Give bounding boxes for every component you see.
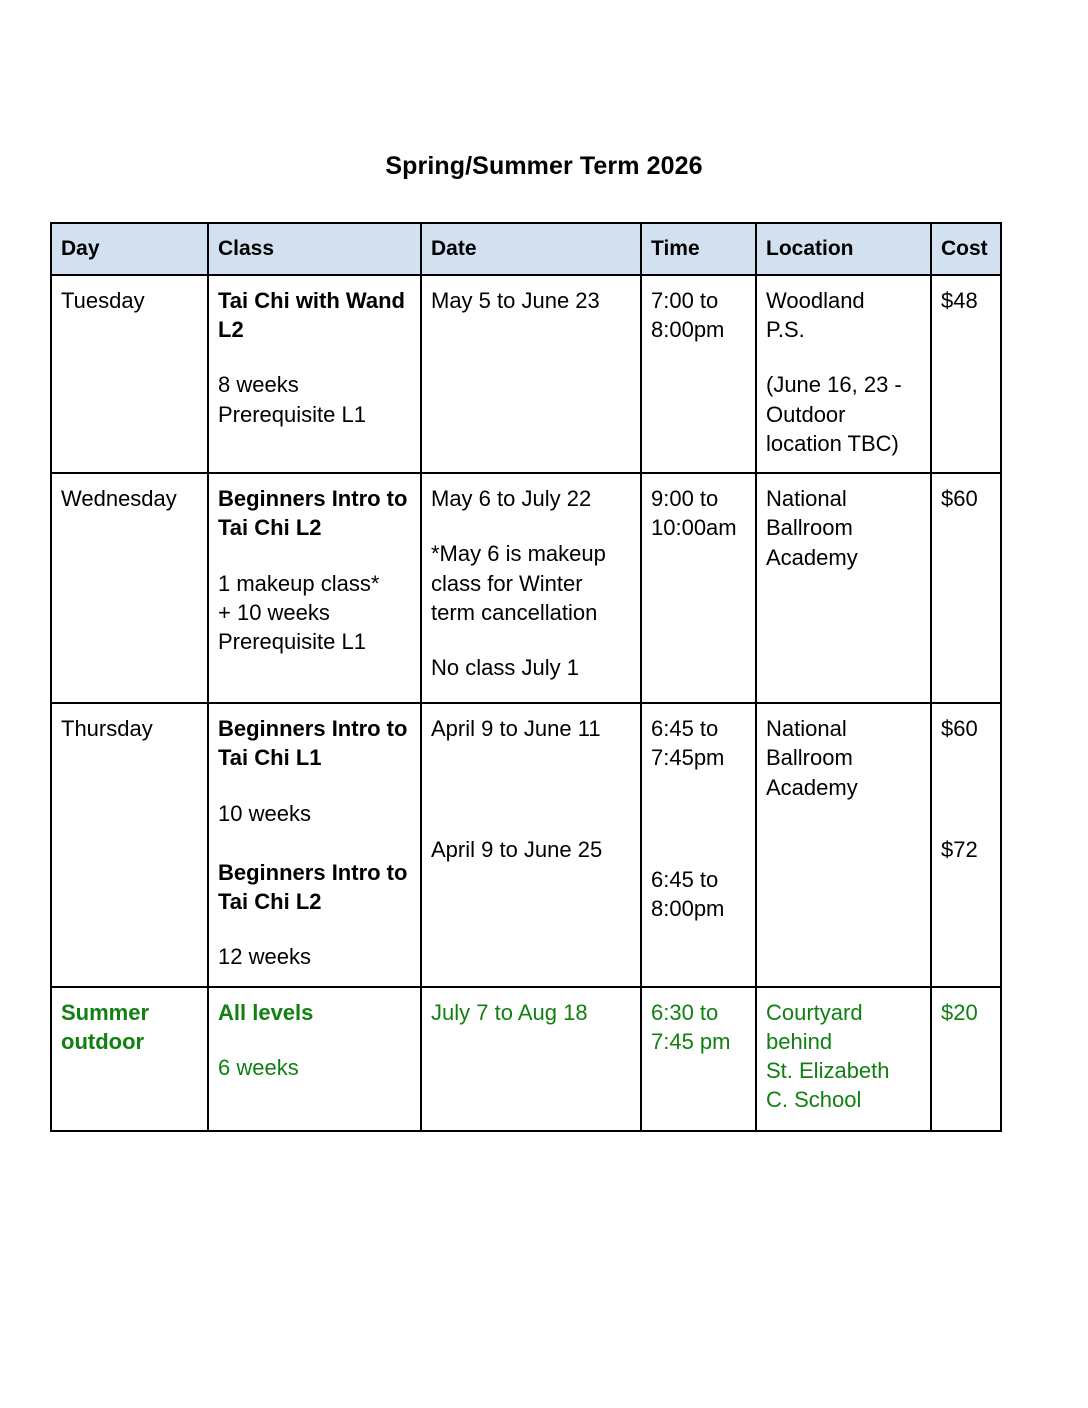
spacer — [941, 805, 991, 835]
cost-value: $60 — [941, 716, 978, 742]
date-range-secondary: April 9 to June 25 — [431, 837, 603, 863]
cell-class — [208, 473, 421, 703]
class-schedule-table — [50, 222, 1002, 1132]
cost-value: $60 — [941, 486, 978, 512]
class-duration: 8 weeks — [218, 372, 299, 398]
day-label: Wednesday — [61, 486, 177, 512]
cell-cost — [931, 987, 1001, 1131]
cost-value-secondary: $72 — [941, 837, 978, 863]
class-title: Beginners Intro to Tai Chi L2 — [218, 486, 408, 541]
cell-class — [208, 987, 421, 1131]
location-name-line-3: Academy — [766, 544, 858, 570]
spacer — [218, 344, 411, 370]
cell-time — [641, 987, 756, 1131]
cell-date — [421, 703, 641, 987]
class-prerequisite: Prerequisite L1 — [218, 401, 366, 427]
cell-date — [421, 987, 641, 1131]
table-row — [51, 703, 1001, 987]
day-label-line-2: outdoor — [61, 1028, 145, 1054]
time-start: 9:00 to — [651, 486, 719, 512]
class-makeup-note: 1 makeup class* — [218, 570, 380, 596]
cost-value: $20 — [941, 999, 978, 1025]
class-duration-secondary: 12 weeks — [218, 944, 311, 970]
time-end: 10:00am — [651, 515, 737, 541]
table-header-row — [51, 223, 1001, 275]
column-header-time: Time — [641, 223, 756, 275]
column-header-cost: Cost — [931, 223, 1001, 275]
cell-time — [641, 275, 756, 473]
cell-date — [421, 275, 641, 473]
cell-location — [756, 275, 931, 473]
cell-cost — [931, 275, 1001, 473]
class-duration: 6 weeks — [218, 1054, 299, 1080]
cell-cost — [931, 473, 1001, 703]
time-end: 7:45 pm — [651, 1028, 731, 1054]
location-name-line-3: St. Elizabeth — [766, 1058, 890, 1084]
class-duration: + 10 weeks — [218, 599, 330, 625]
spacer — [766, 344, 921, 370]
day-label: Thursday — [61, 716, 153, 742]
date-range: July 7 to Aug 18 — [431, 999, 588, 1025]
spacer — [431, 627, 631, 653]
date-range: May 6 to July 22 — [431, 486, 592, 512]
column-header-date: Date — [421, 223, 641, 275]
spacer — [218, 543, 411, 569]
date-note-makeup: *May 6 is makeup class for Winter term cancellation — [431, 541, 606, 625]
time-end: 8:00pm — [651, 317, 725, 343]
cell-time — [641, 473, 756, 703]
page-title: Spring/Summer Term 2026 — [385, 152, 703, 180]
spacer — [941, 743, 991, 805]
date-range: April 9 to June 11 — [431, 716, 601, 742]
location-name-line-2: Ballroom — [766, 745, 853, 771]
spacer — [651, 835, 746, 865]
class-title-secondary: Beginners Intro to Tai Chi L2 — [218, 859, 408, 915]
time-start: 6:45 to — [651, 716, 719, 742]
day-label-line-1: Summer — [61, 999, 150, 1025]
location-name-line-1: Courtyard — [766, 999, 863, 1025]
time-end: 7:45pm — [651, 745, 725, 771]
cell-location — [756, 987, 931, 1131]
cell-location — [756, 703, 931, 987]
column-header-class: Class — [208, 223, 421, 275]
date-range: May 5 to June 23 — [431, 287, 600, 313]
cell-day — [51, 473, 208, 703]
cell-class — [208, 275, 421, 473]
location-note-line-2: Outdoor — [766, 401, 846, 427]
spacer — [218, 773, 411, 799]
table-row — [51, 275, 1001, 473]
spacer — [651, 773, 746, 835]
spacer — [431, 513, 631, 539]
location-note-line-3: location TBC) — [766, 430, 899, 456]
cell-cost — [931, 703, 1001, 987]
column-header-day: Day — [51, 223, 208, 275]
location-name-line-2: behind — [766, 1028, 833, 1054]
cell-location — [756, 473, 931, 703]
cell-day — [51, 703, 208, 987]
table-row — [51, 987, 1001, 1131]
class-title: Tai Chi with Wand L2 — [218, 287, 405, 343]
location-name-line-2: Ballroom — [766, 515, 853, 541]
cost-value: $48 — [941, 287, 978, 313]
spacer — [218, 916, 411, 942]
cell-time — [641, 703, 756, 987]
location-name-line-4: C. School — [766, 1087, 862, 1113]
class-duration: 10 weeks — [218, 800, 311, 826]
time-start-secondary: 6:45 to — [651, 866, 719, 892]
time-start: 7:00 to — [651, 287, 719, 313]
table-row — [51, 473, 1001, 703]
class-prerequisite: Prerequisite L1 — [218, 629, 366, 655]
spacer — [431, 805, 631, 835]
time-end-secondary: 8:00pm — [651, 895, 725, 921]
spacer — [218, 1027, 411, 1053]
spacer — [431, 743, 631, 805]
location-name-line-1: Woodland — [766, 287, 865, 313]
cell-class — [208, 703, 421, 987]
location-name-line-1: National — [766, 486, 847, 512]
time-start: 6:30 to — [651, 999, 719, 1025]
date-note-no-class: No class July 1 — [431, 655, 579, 681]
day-label: Tuesday — [61, 287, 145, 313]
class-title: Beginners Intro to Tai Chi L1 — [218, 716, 408, 771]
location-name-line-3: Academy — [766, 774, 858, 800]
cell-day — [51, 275, 208, 473]
class-title: All levels — [218, 999, 314, 1025]
cell-day — [51, 987, 208, 1131]
location-name-line-2: P.S. — [766, 317, 805, 343]
location-note-line-1: (June 16, 23 - — [766, 372, 902, 398]
column-header-location: Location — [756, 223, 931, 275]
location-name-line-1: National — [766, 716, 847, 742]
cell-date — [421, 473, 641, 703]
spacer — [218, 828, 411, 858]
